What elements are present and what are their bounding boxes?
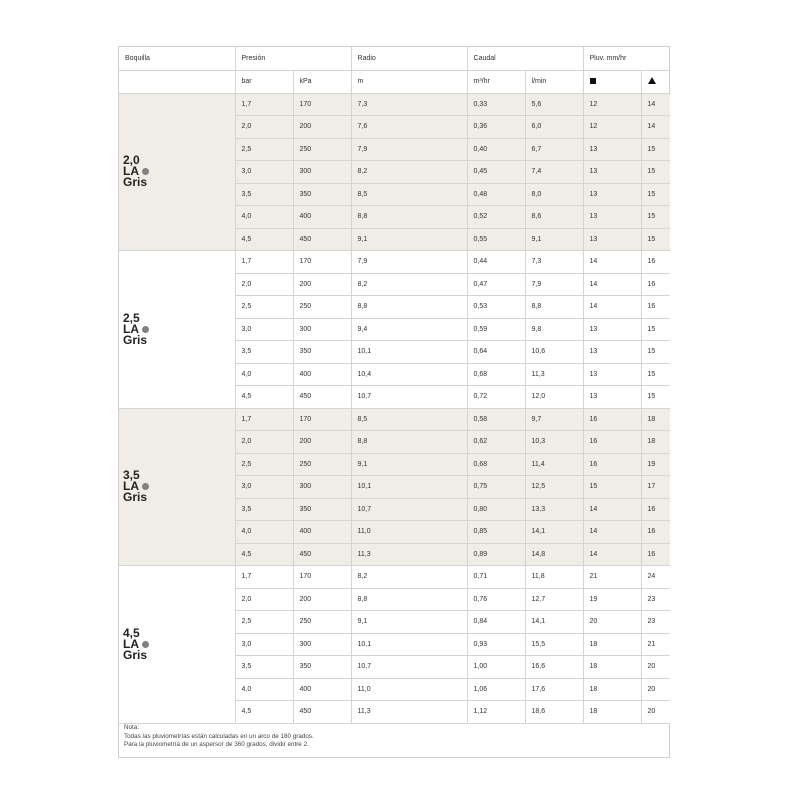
cell-bar: 2,5 bbox=[235, 296, 293, 319]
cell-m3hr: 1,12 bbox=[467, 701, 525, 724]
header-boquilla: Boquilla bbox=[119, 47, 235, 70]
cell-tri: 16 bbox=[641, 296, 670, 319]
header-presion: Presión bbox=[235, 47, 351, 70]
cell-bar: 1,7 bbox=[235, 251, 293, 274]
cell-m: 9,1 bbox=[351, 611, 467, 634]
cell-sq: 20 bbox=[583, 611, 641, 634]
header-caudal: Caudal bbox=[467, 47, 583, 70]
cell-bar: 4,5 bbox=[235, 228, 293, 251]
cell-m: 11,3 bbox=[351, 701, 467, 724]
cell-kpa: 250 bbox=[293, 138, 351, 161]
cell-sq: 13 bbox=[583, 206, 641, 229]
cell-m: 11,0 bbox=[351, 521, 467, 544]
cell-lmin: 10,6 bbox=[525, 341, 583, 364]
cell-m3hr: 0,36 bbox=[467, 116, 525, 139]
cell-kpa: 200 bbox=[293, 273, 351, 296]
cell-sq: 14 bbox=[583, 543, 641, 566]
cell-sq: 16 bbox=[583, 408, 641, 431]
cell-m3hr: 0,55 bbox=[467, 228, 525, 251]
header-triangle-spacing bbox=[641, 70, 670, 93]
nozzle-color: Gris bbox=[123, 175, 148, 190]
cell-tri: 19 bbox=[641, 453, 670, 476]
cell-lmin: 14,1 bbox=[525, 611, 583, 634]
table-row bbox=[119, 408, 670, 431]
cell-tri: 23 bbox=[641, 588, 670, 611]
cell-tri: 16 bbox=[641, 251, 670, 274]
cell-lmin: 14,1 bbox=[525, 521, 583, 544]
cell-lmin: 9,8 bbox=[525, 318, 583, 341]
cell-m3hr: 0,62 bbox=[467, 431, 525, 454]
cell-lmin: 17,6 bbox=[525, 678, 583, 701]
cell-sq: 12 bbox=[583, 93, 641, 116]
cell-tri: 20 bbox=[641, 678, 670, 701]
color-dot-icon bbox=[142, 168, 149, 175]
color-dot-icon bbox=[142, 483, 149, 490]
cell-m: 8,2 bbox=[351, 161, 467, 184]
nozzle-size: 2,0 bbox=[123, 153, 140, 168]
nozzle-type: LA bbox=[123, 321, 139, 336]
cell-kpa: 250 bbox=[293, 611, 351, 634]
cell-m: 7,9 bbox=[351, 251, 467, 274]
cell-m3hr: 0,40 bbox=[467, 138, 525, 161]
cell-m3hr: 0,89 bbox=[467, 543, 525, 566]
cell-lmin: 13,3 bbox=[525, 498, 583, 521]
cell-kpa: 250 bbox=[293, 296, 351, 319]
cell-lmin: 10,3 bbox=[525, 431, 583, 454]
cell-kpa: 170 bbox=[293, 251, 351, 274]
cell-m3hr: 0,52 bbox=[467, 206, 525, 229]
cell-kpa: 250 bbox=[293, 453, 351, 476]
cell-bar: 4,0 bbox=[235, 206, 293, 229]
cell-m: 10,7 bbox=[351, 386, 467, 409]
note bbox=[124, 724, 314, 750]
color-dot-icon bbox=[142, 641, 149, 648]
cell-lmin: 7,3 bbox=[525, 251, 583, 274]
cell-sq: 13 bbox=[583, 161, 641, 184]
cell-m: 8,8 bbox=[351, 296, 467, 319]
cell-lmin: 18,6 bbox=[525, 701, 583, 724]
cell-m: 8,2 bbox=[351, 566, 467, 589]
cell-bar: 4,0 bbox=[235, 678, 293, 701]
cell-kpa: 450 bbox=[293, 543, 351, 566]
cell-m: 9,1 bbox=[351, 228, 467, 251]
cell-bar: 3,0 bbox=[235, 161, 293, 184]
cell-tri: 23 bbox=[641, 611, 670, 634]
header-pluviometria: Pluv. mm/hr bbox=[583, 47, 670, 70]
cell-tri: 15 bbox=[641, 228, 670, 251]
cell-lmin: 12,5 bbox=[525, 476, 583, 499]
table-row bbox=[119, 251, 670, 274]
cell-sq: 16 bbox=[583, 431, 641, 454]
cell-tri: 20 bbox=[641, 656, 670, 679]
cell-lmin: 11,8 bbox=[525, 566, 583, 589]
cell-kpa: 200 bbox=[293, 116, 351, 139]
cell-bar: 2,0 bbox=[235, 273, 293, 296]
cell-bar: 2,0 bbox=[235, 588, 293, 611]
nozzle-label bbox=[119, 566, 235, 724]
cell-tri: 16 bbox=[641, 543, 670, 566]
cell-tri: 14 bbox=[641, 116, 670, 139]
cell-lmin: 12,7 bbox=[525, 588, 583, 611]
cell-kpa: 300 bbox=[293, 161, 351, 184]
header-lmin: l/min bbox=[525, 70, 583, 93]
cell-lmin: 11,4 bbox=[525, 453, 583, 476]
cell-sq: 14 bbox=[583, 296, 641, 319]
cell-kpa: 400 bbox=[293, 678, 351, 701]
cell-m: 8,2 bbox=[351, 273, 467, 296]
cell-sq: 18 bbox=[583, 633, 641, 656]
cell-lmin: 16,6 bbox=[525, 656, 583, 679]
cell-m3hr: 0,58 bbox=[467, 408, 525, 431]
cell-kpa: 450 bbox=[293, 386, 351, 409]
cell-lmin: 6,7 bbox=[525, 138, 583, 161]
cell-m: 10,1 bbox=[351, 476, 467, 499]
cell-kpa: 170 bbox=[293, 93, 351, 116]
cell-tri: 15 bbox=[641, 183, 670, 206]
cell-bar: 4,5 bbox=[235, 701, 293, 724]
cell-lmin: 8,6 bbox=[525, 206, 583, 229]
cell-bar: 3,5 bbox=[235, 341, 293, 364]
cell-tri: 15 bbox=[641, 161, 670, 184]
cell-tri: 15 bbox=[641, 206, 670, 229]
cell-sq: 13 bbox=[583, 386, 641, 409]
cell-sq: 18 bbox=[583, 701, 641, 724]
color-dot-icon bbox=[142, 326, 149, 333]
cell-bar: 1,7 bbox=[235, 566, 293, 589]
cell-sq: 14 bbox=[583, 273, 641, 296]
header-bar: bar bbox=[235, 70, 293, 93]
cell-sq: 18 bbox=[583, 656, 641, 679]
header-radio: Radio bbox=[351, 47, 467, 70]
cell-bar: 2,5 bbox=[235, 453, 293, 476]
cell-bar: 2,0 bbox=[235, 116, 293, 139]
cell-bar: 3,5 bbox=[235, 656, 293, 679]
cell-sq: 18 bbox=[583, 678, 641, 701]
cell-kpa: 350 bbox=[293, 498, 351, 521]
header-m3hr: m³/hr bbox=[467, 70, 525, 93]
nozzle-color: Gris bbox=[123, 647, 148, 662]
cell-m3hr: 0,80 bbox=[467, 498, 525, 521]
cell-sq: 19 bbox=[583, 588, 641, 611]
cell-m3hr: 0,72 bbox=[467, 386, 525, 409]
cell-m: 10,1 bbox=[351, 341, 467, 364]
header-empty-cell bbox=[119, 70, 235, 93]
nozzle-size: 2,5 bbox=[123, 310, 140, 325]
header-m: m bbox=[351, 70, 467, 93]
cell-m: 10,4 bbox=[351, 363, 467, 386]
table-row bbox=[119, 93, 670, 116]
cell-tri: 18 bbox=[641, 408, 670, 431]
cell-kpa: 350 bbox=[293, 183, 351, 206]
cell-sq: 16 bbox=[583, 453, 641, 476]
cell-lmin: 12,0 bbox=[525, 386, 583, 409]
cell-lmin: 9,1 bbox=[525, 228, 583, 251]
cell-m: 8,5 bbox=[351, 408, 467, 431]
cell-bar: 3,0 bbox=[235, 633, 293, 656]
nozzle-type: LA bbox=[123, 479, 139, 494]
cell-kpa: 450 bbox=[293, 701, 351, 724]
cell-m: 11,0 bbox=[351, 678, 467, 701]
cell-m3hr: 1,00 bbox=[467, 656, 525, 679]
cell-m3hr: 0,64 bbox=[467, 341, 525, 364]
nozzle-size: 4,5 bbox=[123, 625, 140, 640]
header-square-spacing bbox=[583, 70, 641, 93]
note-line-2: Para la pluviometría de un aspersor de 360 grados, dividir entre 2. bbox=[124, 741, 309, 748]
cell-m: 7,6 bbox=[351, 116, 467, 139]
cell-kpa: 350 bbox=[293, 341, 351, 364]
cell-lmin: 7,4 bbox=[525, 161, 583, 184]
cell-m: 10,7 bbox=[351, 656, 467, 679]
cell-lmin: 11,3 bbox=[525, 363, 583, 386]
cell-m3hr: 1,06 bbox=[467, 678, 525, 701]
cell-tri: 15 bbox=[641, 318, 670, 341]
cell-sq: 13 bbox=[583, 341, 641, 364]
nozzle-size: 3,5 bbox=[123, 468, 140, 483]
cell-kpa: 400 bbox=[293, 521, 351, 544]
cell-sq: 21 bbox=[583, 566, 641, 589]
cell-lmin: 6,0 bbox=[525, 116, 583, 139]
cell-sq: 14 bbox=[583, 521, 641, 544]
triangle-icon bbox=[648, 77, 656, 84]
cell-m3hr: 0,33 bbox=[467, 93, 525, 116]
cell-lmin: 7,9 bbox=[525, 273, 583, 296]
cell-bar: 4,0 bbox=[235, 521, 293, 544]
cell-sq: 13 bbox=[583, 228, 641, 251]
nozzle-label bbox=[119, 251, 235, 409]
cell-lmin: 9,7 bbox=[525, 408, 583, 431]
cell-lmin: 8,0 bbox=[525, 183, 583, 206]
cell-tri: 15 bbox=[641, 341, 670, 364]
cell-m3hr: 0,48 bbox=[467, 183, 525, 206]
cell-bar: 2,5 bbox=[235, 611, 293, 634]
nozzle-color: Gris bbox=[123, 332, 148, 347]
cell-m3hr: 0,76 bbox=[467, 588, 525, 611]
cell-m: 10,1 bbox=[351, 633, 467, 656]
cell-kpa: 200 bbox=[293, 431, 351, 454]
cell-tri: 16 bbox=[641, 521, 670, 544]
cell-bar: 4,0 bbox=[235, 363, 293, 386]
cell-m3hr: 0,75 bbox=[467, 476, 525, 499]
cell-m: 11,3 bbox=[351, 543, 467, 566]
cell-m3hr: 0,45 bbox=[467, 161, 525, 184]
cell-bar: 1,7 bbox=[235, 93, 293, 116]
cell-m: 7,3 bbox=[351, 93, 467, 116]
performance-table bbox=[119, 47, 670, 724]
cell-tri: 24 bbox=[641, 566, 670, 589]
cell-sq: 15 bbox=[583, 476, 641, 499]
cell-lmin: 14,8 bbox=[525, 543, 583, 566]
cell-bar: 3,5 bbox=[235, 183, 293, 206]
cell-m3hr: 0,47 bbox=[467, 273, 525, 296]
cell-m3hr: 0,85 bbox=[467, 521, 525, 544]
header-kpa: kPa bbox=[293, 70, 351, 93]
cell-kpa: 300 bbox=[293, 318, 351, 341]
cell-tri: 16 bbox=[641, 498, 670, 521]
cell-tri: 15 bbox=[641, 386, 670, 409]
cell-m3hr: 0,59 bbox=[467, 318, 525, 341]
cell-sq: 14 bbox=[583, 498, 641, 521]
note-line-1: Todas las pluviometrías están calculadas en un arco de 180 grados. bbox=[124, 732, 314, 740]
header-row-2 bbox=[119, 70, 670, 93]
cell-tri: 21 bbox=[641, 633, 670, 656]
cell-tri: 17 bbox=[641, 476, 670, 499]
cell-m: 9,4 bbox=[351, 318, 467, 341]
cell-kpa: 400 bbox=[293, 206, 351, 229]
cell-m3hr: 0,84 bbox=[467, 611, 525, 634]
cell-m: 9,1 bbox=[351, 453, 467, 476]
square-icon bbox=[590, 78, 596, 84]
cell-sq: 13 bbox=[583, 183, 641, 206]
nozzle-color: Gris bbox=[123, 490, 148, 505]
table-row bbox=[119, 566, 670, 589]
nozzle-type: LA bbox=[123, 164, 139, 179]
cell-kpa: 170 bbox=[293, 408, 351, 431]
cell-lmin: 15,5 bbox=[525, 633, 583, 656]
table-body bbox=[119, 47, 670, 723]
cell-tri: 18 bbox=[641, 431, 670, 454]
cell-kpa: 400 bbox=[293, 363, 351, 386]
cell-lmin: 8,8 bbox=[525, 296, 583, 319]
cell-tri: 14 bbox=[641, 93, 670, 116]
cell-kpa: 450 bbox=[293, 228, 351, 251]
cell-bar: 4,5 bbox=[235, 543, 293, 566]
cell-bar: 4,5 bbox=[235, 386, 293, 409]
cell-tri: 20 bbox=[641, 701, 670, 724]
header-row-1 bbox=[119, 47, 670, 70]
cell-kpa: 300 bbox=[293, 476, 351, 499]
cell-m: 8,5 bbox=[351, 183, 467, 206]
cell-sq: 14 bbox=[583, 251, 641, 274]
nozzle-label bbox=[119, 408, 235, 566]
cell-bar: 2,5 bbox=[235, 138, 293, 161]
cell-lmin: 5,6 bbox=[525, 93, 583, 116]
cell-bar: 1,7 bbox=[235, 408, 293, 431]
performance-table-document bbox=[118, 46, 670, 758]
cell-bar: 2,0 bbox=[235, 431, 293, 454]
cell-sq: 12 bbox=[583, 116, 641, 139]
cell-tri: 15 bbox=[641, 138, 670, 161]
cell-kpa: 200 bbox=[293, 588, 351, 611]
cell-kpa: 350 bbox=[293, 656, 351, 679]
cell-m3hr: 0,93 bbox=[467, 633, 525, 656]
cell-m: 8,8 bbox=[351, 431, 467, 454]
nozzle-type: LA bbox=[123, 636, 139, 651]
cell-m: 8,8 bbox=[351, 588, 467, 611]
cell-tri: 16 bbox=[641, 273, 670, 296]
cell-m3hr: 0,68 bbox=[467, 453, 525, 476]
cell-m: 8,8 bbox=[351, 206, 467, 229]
cell-bar: 3,0 bbox=[235, 318, 293, 341]
cell-m3hr: 0,71 bbox=[467, 566, 525, 589]
cell-m: 7,9 bbox=[351, 138, 467, 161]
cell-m: 10,7 bbox=[351, 498, 467, 521]
cell-sq: 13 bbox=[583, 318, 641, 341]
cell-sq: 13 bbox=[583, 363, 641, 386]
nozzle-label bbox=[119, 93, 235, 251]
cell-tri: 15 bbox=[641, 363, 670, 386]
cell-m3hr: 0,53 bbox=[467, 296, 525, 319]
cell-m3hr: 0,68 bbox=[467, 363, 525, 386]
cell-kpa: 300 bbox=[293, 633, 351, 656]
note-title: Nota: bbox=[124, 724, 140, 731]
cell-m3hr: 0,44 bbox=[467, 251, 525, 274]
cell-sq: 13 bbox=[583, 138, 641, 161]
cell-kpa: 170 bbox=[293, 566, 351, 589]
cell-bar: 3,0 bbox=[235, 476, 293, 499]
cell-bar: 3,5 bbox=[235, 498, 293, 521]
